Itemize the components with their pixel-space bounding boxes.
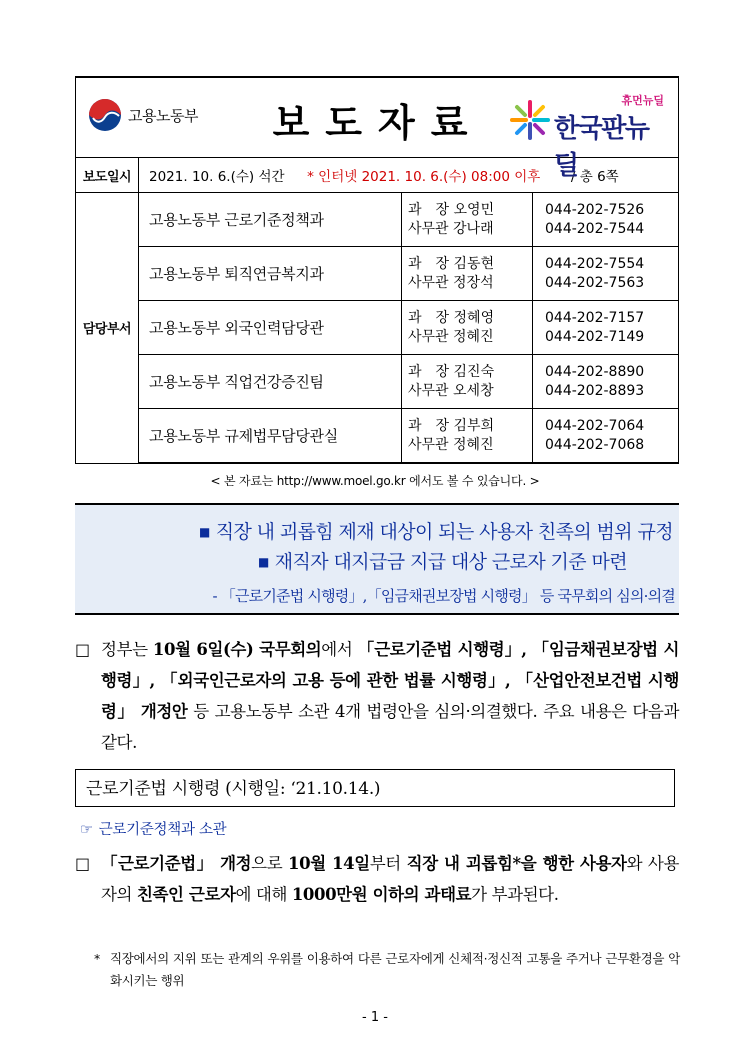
person-name: 정혜진: [453, 436, 494, 453]
phone-number: 044-202-7544: [545, 220, 645, 237]
contact-phones: [533, 247, 679, 301]
contact-phones: [533, 193, 679, 247]
square-bullet-icon: ■: [198, 525, 210, 539]
checkbox-square-icon: □: [75, 854, 90, 873]
person-name: 정장석: [453, 274, 494, 291]
phone-number: 044-202-7563: [545, 274, 645, 291]
contact-row: [76, 301, 679, 355]
ministry-name: 고용노동부: [128, 106, 198, 125]
phone-number: 044-202-7149: [545, 328, 645, 345]
dept-name: 고용노동부 외국인력담당관: [139, 301, 402, 355]
contact-row: [76, 247, 679, 301]
contact-row: [76, 193, 679, 247]
contact-names: [402, 355, 533, 409]
summary-box: [75, 503, 679, 615]
position: 사무관: [408, 436, 449, 453]
position: 사무관: [408, 220, 449, 237]
summary-text: 재직자 대지급금 지급 대상 근로자 기준 마련: [274, 551, 627, 573]
dept-note-text: 근로기준정책과 소관: [98, 822, 227, 838]
phone-number: 044-202-7064: [545, 417, 645, 434]
person-name: 김동현: [453, 255, 495, 272]
contact-names: [402, 301, 533, 355]
contact-phones: [533, 355, 679, 409]
person-name: 김진숙: [453, 363, 495, 380]
bold-text: 10월 6일(수) 국무회의: [152, 640, 322, 659]
position: 과 장: [408, 255, 450, 272]
person-name: 정혜영: [453, 309, 495, 326]
intro-paragraph: [75, 634, 679, 758]
section-dept-note: [80, 818, 226, 839]
footnote-text: 직장에서의 지위 또는 관계의 우위를 이용하여 다른 근로자에게 신체적·정신적 고통을 주거나 근무환경을 악화시키는 행위: [110, 951, 680, 988]
phone-number: 044-202-8893: [545, 382, 645, 399]
position: 과 장: [408, 417, 450, 434]
summary-line-3: - 「근로기준법 시행령」,「임금채권보장법 시행령」 등 국무회의 심의·의결: [212, 587, 675, 605]
release-label: 보도일시: [76, 158, 139, 193]
page-count: / 총 6쪽: [570, 169, 619, 185]
phone-number: 044-202-8890: [545, 363, 645, 380]
position: 사무관: [408, 328, 449, 345]
summary-text: 직장 내 괴롭힘 제재 대상이 되는 사용자 친족의 범위 규정: [215, 521, 673, 543]
newdeal-subtitle: 휴먼뉴딜: [621, 94, 664, 107]
summary-line-2: [258, 547, 627, 574]
summary-line-1: [199, 517, 673, 544]
footnote: [94, 948, 680, 992]
page-title: 보도자료: [272, 100, 484, 145]
text: 정부는: [101, 640, 153, 659]
release-date: 2021. 10. 6.(수) 석간: [149, 169, 285, 185]
bold-text: 친족인 근로자: [136, 885, 236, 904]
bold-text: 「근로기준법 시행령」, 「임금채권보장법 시행령」, 「외국인근로자의 고용 등에 관한 법률 시행령」, 「산업안전보건법 시행령」 개정안: [101, 640, 679, 721]
section-heading: 근로기준법 시행령 (시행일: ‘21.10.14.): [75, 769, 675, 807]
dept-name: 고용노동부 퇴직연금복지과: [139, 247, 402, 301]
contact-row: [76, 355, 679, 409]
pointing-hand-icon: ☞: [80, 822, 93, 838]
person-name: 정혜진: [453, 328, 494, 345]
person-name: 강나래: [453, 220, 494, 237]
contacts-label: 담당부서: [76, 193, 139, 464]
newdeal-spark-icon: [510, 100, 550, 140]
bold-text: 10월 14일: [288, 854, 370, 873]
bold-text: 1000만원 이하의 과태료: [291, 885, 472, 904]
position: 사무관: [408, 382, 449, 399]
position: 사무관: [408, 274, 449, 291]
phone-number: 044-202-7157: [545, 309, 645, 326]
position: 과 장: [408, 309, 450, 326]
contact-phones: [533, 409, 679, 464]
dept-name: 고용노동부 직업건강증진팀: [139, 355, 402, 409]
phone-number: 044-202-7068: [545, 436, 645, 453]
contact-phones: [533, 301, 679, 355]
section-text: [101, 848, 679, 910]
text: 와 사용자의: [101, 854, 679, 904]
dept-name: 고용노동부 규제법무담당관실: [139, 409, 402, 464]
section-paragraph: [75, 848, 679, 910]
position: 과 장: [408, 363, 450, 380]
contact-names: [402, 247, 533, 301]
contact-names: [402, 193, 533, 247]
phone-number: 044-202-7526: [545, 201, 645, 218]
person-name: 김부희: [453, 417, 495, 434]
website-note: < 본 자료는 http://www.moel.go.kr 에서도 볼 수 있습니다. >: [210, 474, 540, 488]
header-table: [75, 76, 679, 464]
internet-release: * 인터넷 2021. 10. 6.(수) 08:00 이후: [307, 169, 541, 185]
text: 부터: [369, 854, 407, 873]
person-name: 오영민: [453, 201, 495, 218]
text: 으로: [251, 854, 289, 873]
phone-number: 044-202-7554: [545, 255, 645, 272]
contact-names: [402, 409, 533, 464]
square-bullet-icon: ■: [258, 555, 269, 569]
text: 가 부과된다.: [471, 885, 559, 904]
text: 에서: [321, 640, 358, 659]
page-number: - 1 -: [362, 1010, 388, 1025]
checkbox-square-icon: □: [75, 640, 90, 659]
bold-text: 직장 내 괴롭힘*을 행한 사용자: [406, 854, 627, 873]
position: 과 장: [408, 201, 450, 218]
contact-row: [76, 409, 679, 464]
newdeal-title: 한국판뉴딜: [554, 114, 649, 181]
person-name: 오세창: [453, 382, 494, 399]
bold-text: 「근로기준법」 개정: [101, 854, 252, 873]
text: 등 고용노동부 소관 4개 법령안을 심의·의결했다. 주요 내용은 다음과 같다.: [101, 702, 679, 752]
text: 에 대해: [235, 885, 292, 904]
asterisk-marker: *: [94, 951, 100, 966]
dept-name: 고용노동부 근로기준정책과: [139, 193, 402, 247]
intro-text: [101, 634, 679, 758]
